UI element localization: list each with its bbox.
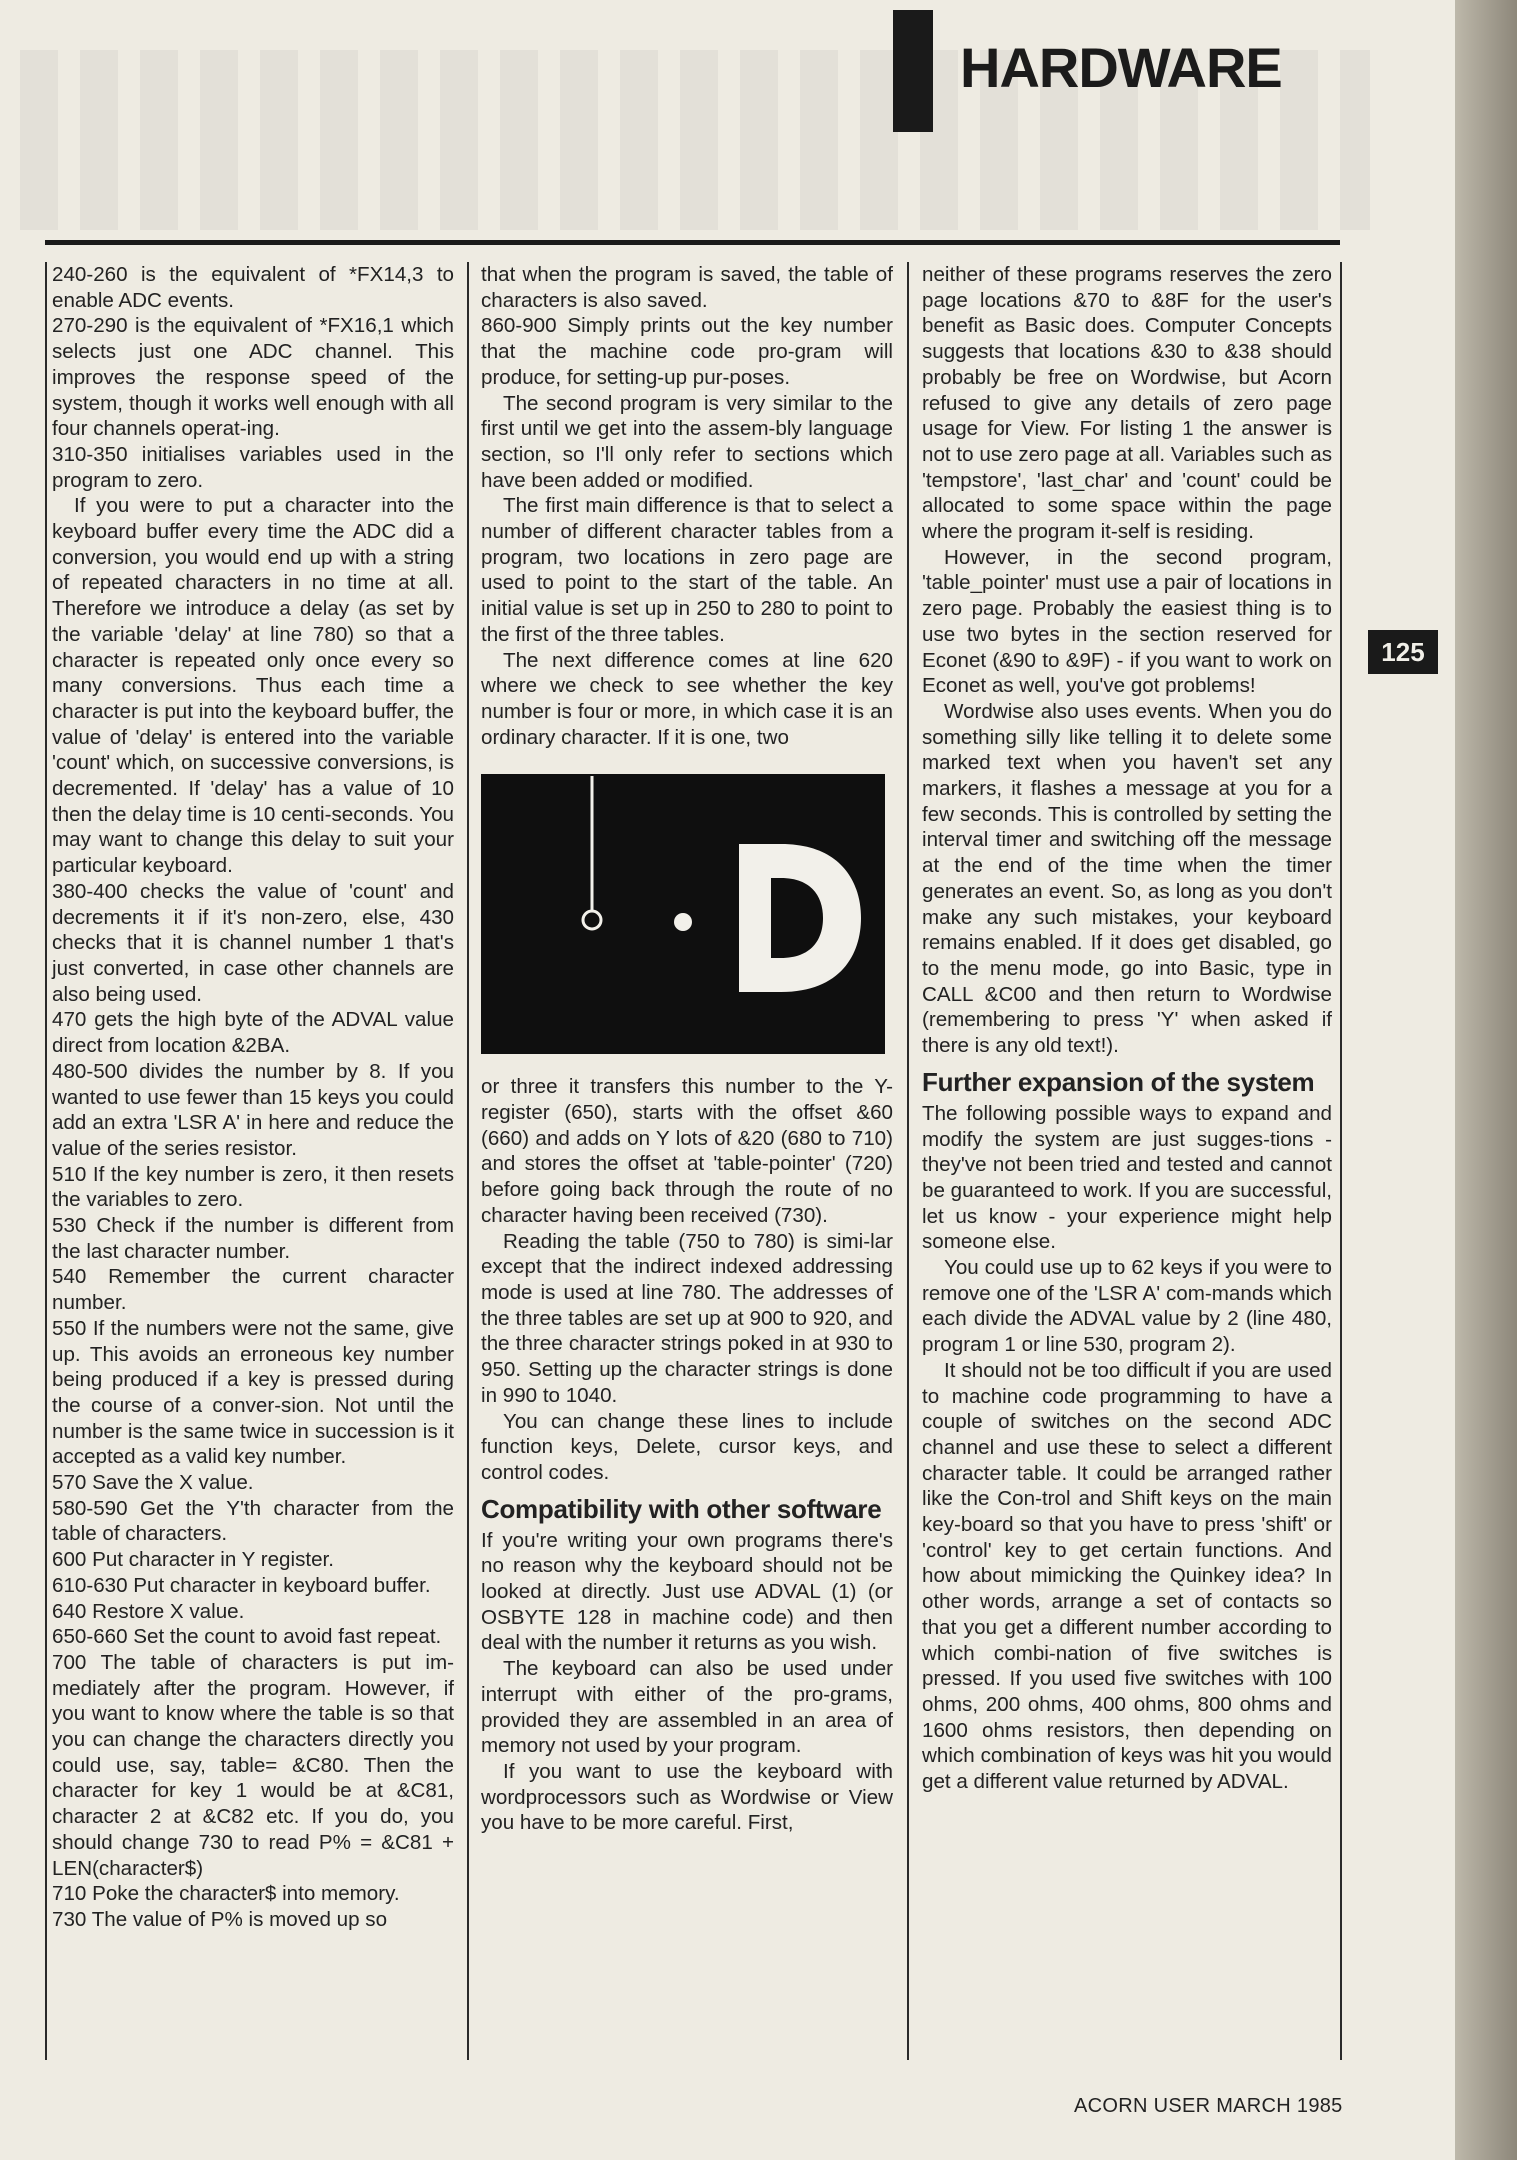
column-rule-middle-b bbox=[907, 262, 909, 2060]
paragraph: 860-900 Simply prints out the key number that the machine code pro-gram will produce, for setting-up pur-poses. bbox=[481, 314, 893, 389]
column-2-bottom bbox=[481, 1074, 893, 1485]
top-rule bbox=[45, 240, 1340, 245]
paragraph: If you're writing your own programs there's no reason why the keyboard should not be looked at directly. Just use ADVAL (1) (or OSBYTE 128 in machine code) and then deal with the number it returns as you wish. bbox=[481, 1528, 893, 1655]
page-number-badge: 125 bbox=[1368, 630, 1438, 674]
heading-compatibility: Compatibility with other software bbox=[481, 1493, 882, 1524]
paragraph: neither of these programs reserves the zero page locations &70 to &8F for the user's benefit as Basic does. Computer Concepts suggests that locations &30 to &38 should probably be free on Wordwise, but Acorn refused to give any details of zero page usage for View. For listing 1 the answer is not to use zero page at all. Variables such as 'tempstore', 'last_char' and 'count' could be allocated to some space within the page where the program it-self is residing. bbox=[922, 263, 1332, 544]
paragraph: You can change these lines to include function keys, Delete, cursor keys, and control codes. bbox=[481, 1409, 893, 1484]
paragraph: 550 If the numbers were not the same, give up. This avoids an erroneous key number being produced if a key is pressed during the course of a conver-sion. Not until the number is the same twice in succession is it accepted as a valid key number. bbox=[52, 1316, 454, 1469]
paragraph: 650-660 Set the count to avoid fast repeat. bbox=[52, 1625, 442, 1649]
column-3 bbox=[922, 262, 1332, 1795]
paragraph: 240-260 is the equivalent of *FX14,3 to enable ADC events. bbox=[52, 263, 454, 312]
paragraph: or three it transfers this number to the Y-register (650), starts with the offset &60 (660) and adds on Y lots of &20 (680 to 710) and stores the offset at 'table-pointer' (720) before going back through the route of no character having been received (730). bbox=[481, 1075, 893, 1227]
paragraph: 480-500 divides the number by 8. If you wanted to use fewer than 15 keys you could add an extra 'LSR A' in here and reduce the value of the series resistor. bbox=[52, 1059, 454, 1160]
footer-credit: ACORN USER MARCH 1985 bbox=[1074, 2095, 1343, 2117]
column-rule-left bbox=[45, 262, 47, 2060]
column-rule-middle-a bbox=[467, 262, 469, 2060]
paragraph: 580-590 Get the Y'th character from the table of characters. bbox=[52, 1496, 454, 1546]
paragraph: The next difference comes at line 620 where we check to see whether the key number is four or more, in which case it is an ordinary character. If it is one, two bbox=[481, 648, 893, 749]
column-1 bbox=[52, 262, 454, 1933]
paragraph: If you want to use the keyboard with wordprocessors such as Wordwise or View you have to be more careful. First, bbox=[481, 1759, 893, 1835]
paragraph: The following possible ways to expand and modify the system are just sugges-tions - they've not been tried and tested and cannot be guaranteed to work. If you are successful, let us know - your experience might help someone else. bbox=[922, 1101, 1332, 1254]
column-2-after bbox=[481, 1528, 893, 1836]
paragraph: It should not be too difficult if you are used to machine code programming to have a couple of switches on the second ADC channel and use these to select a different character table. It could be arranged rather like the Con-trol and Shift keys on the main key-board so that you have to press 'shift' or 'control' key to get certain functions. And how about mimicking the Quinkey idea? In other words, arrange a set of contacts so that you get a different number according to which combi-nation of five switches is pressed. If you used five switches with 100 ohms, 200 ohms, 400 ohms, 800 ohms and 1600 ohms resistors, then depending on which combination of keys was hit you would get a different value returned by ADVAL. bbox=[922, 1358, 1332, 1794]
paragraph: 730 The value of P% is moved up so bbox=[52, 1908, 388, 1931]
section-title: HARDWARE bbox=[960, 36, 1282, 99]
keyboard-logo-graphic bbox=[481, 774, 885, 1054]
paragraph: The second program is very similar to the first until we get into the assem-bly language section, so I'll only refer to sections which have been added or modified. bbox=[481, 391, 893, 492]
paragraph: 540 Remember the current character number. bbox=[52, 1265, 454, 1315]
paragraph: 570 Save the X value. bbox=[52, 1471, 254, 1495]
column-3-top bbox=[922, 262, 1332, 1059]
column-3-after bbox=[922, 1101, 1332, 1795]
paragraph: The keyboard can also be used under interrupt with either of the pro-grams, provided they are assembled in an area of memory not used by your program. bbox=[481, 1657, 893, 1758]
paragraph: You could use up to 62 keys if you were to remove one of the 'LSR A' com-mands which each divide the ADVAL value by 2 (line 480, program 1 or line 530, program 2). bbox=[922, 1256, 1332, 1357]
logo-icon bbox=[481, 774, 885, 1054]
paragraph: If you were to put a character into the keyboard buffer every time the ADC did a conversion, you would end up with a string of repeated characters in no time at all. Therefore we introduce a delay (as set by the variable 'delay' at line 780) so that a character is repeated only once every so many conversions. Thus each time a character is put into the keyboard buffer, the value of 'delay' is entered into the variable 'count' which, on successive conversions, is decremented. If 'delay' has a value of 10 then the delay time is 10 centi-seconds. You may want to change this delay to suit your particular keyboard. bbox=[52, 494, 454, 878]
paragraph: Reading the table (750 to 780) is simi-lar except that the indirect indexed addressing mode is used at line 780. The addresses of the three tables are set up at 900 to 920, and the three character strings poked in at 930 to 950. Setting up the character strings is done in 990 to 1040. bbox=[481, 1229, 893, 1407]
paragraph: 600 Put character in Y register. bbox=[52, 1548, 334, 1572]
column-2-top bbox=[481, 262, 893, 750]
paragraph: 270-290 is the equivalent of *FX16,1 which selects just one ADC channel. This improves the response speed of the system, though it works well enough with all four channels operat-ing. bbox=[52, 314, 454, 441]
paragraph: that when the program is saved, the table of characters is also saved. bbox=[481, 263, 893, 312]
paragraph: 510 If the key number is zero, it then resets the variables to zero. bbox=[52, 1162, 454, 1212]
paragraph: 710 Poke the character$ into memory. bbox=[52, 1882, 400, 1906]
paragraph: 640 Restore X value. bbox=[52, 1599, 245, 1623]
paragraph: The first main difference is that to select a number of different character tables from a program, two locations in zero page are used to point to the start of the table. An initial value is set up in 250 to 280 to point to the first of the three tables. bbox=[481, 494, 893, 646]
paragraph: 380-400 checks the value of 'count' and decrements it if it's non-zero, else, 430 checks that it is channel number 1 that's just converted, in case other channels are also being used. bbox=[52, 879, 454, 1006]
paragraph: 700 The table of characters is put im-mediately after the program. However, if you want to know where the table is so that you can change the characters directly you could use, say, table= &C80. Then the character for key 1 would be at &C81, character 2 at &C82 etc. If you do, you should change 730 to read P% = &C81 + LEN(character$) bbox=[52, 1650, 454, 1880]
paragraph: 610-630 Put character in keyboard buffer. bbox=[52, 1573, 431, 1597]
paragraph: 470 gets the high byte of the ADVAL value direct from location &2BA. bbox=[52, 1008, 454, 1058]
column-2 bbox=[481, 262, 893, 1836]
paragraph: However, in the second program, 'table_pointer' must use a pair of locations in zero page. Probably the easiest thing is to use two bytes in the section reserved for Econet (&90 to &9F) - if you want to work on Econet as well, you've got problems! bbox=[922, 545, 1332, 698]
page-edge bbox=[1455, 0, 1517, 2160]
paragraph: Wordwise also uses events. When you do something silly like telling it to delete some marked text when you haven't set any markers, it flashes a message at you for a few seconds. This is controlled by setting the interval timer and switching off the message at the end of the time when the timer generates an event. So, as long as you don't make any such mistakes, your keyboard remains enabled. If it does get disabled, go to the menu mode, go into Basic, type in CALL &C00 and then return to Wordwise (remembering to press 'Y' when asked if there is any old text!). bbox=[922, 699, 1332, 1058]
header-bar bbox=[893, 10, 933, 132]
heading-further-expansion: Further expansion of the system bbox=[922, 1066, 1315, 1097]
paragraph: 310-350 initialises variables used in the program to zero. bbox=[52, 442, 454, 492]
column-rule-right bbox=[1340, 262, 1342, 2060]
paragraph: 530 Check if the number is different from the last character number. bbox=[52, 1214, 454, 1263]
